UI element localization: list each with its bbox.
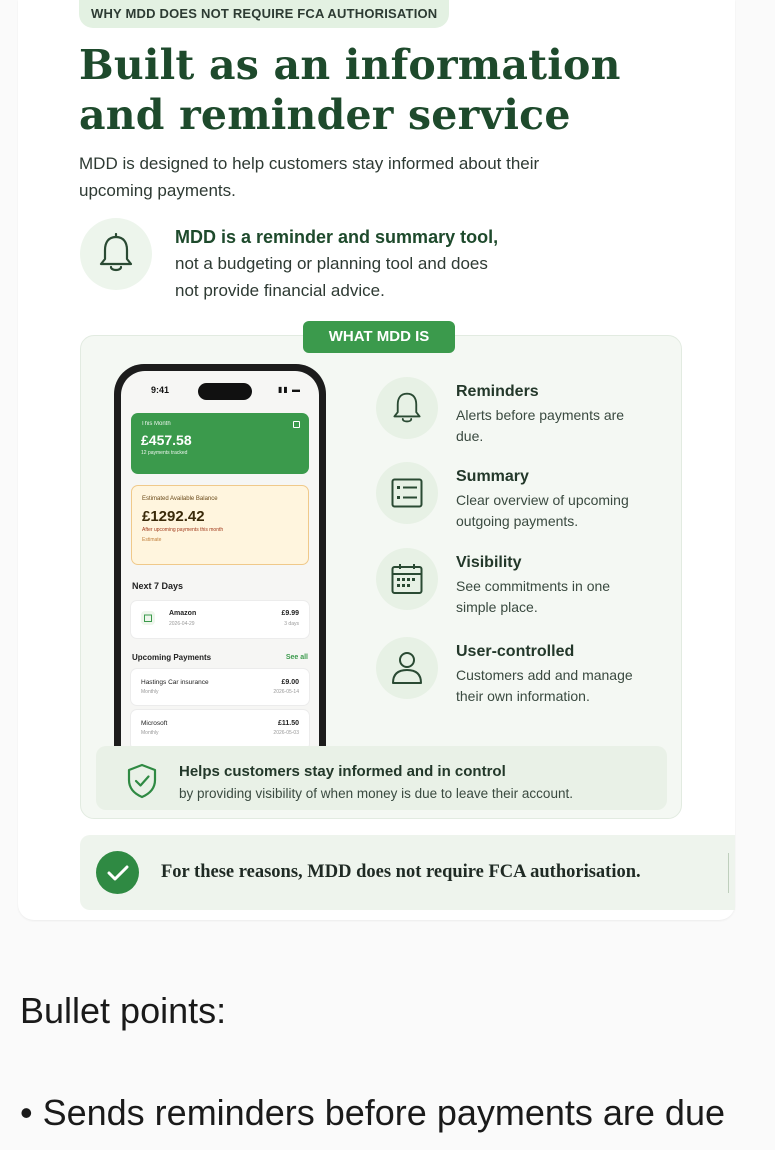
upcoming-title: Upcoming Payments bbox=[132, 653, 212, 662]
intro-text: MDD is designed to help customers stay informed about their upcoming payments. bbox=[79, 154, 540, 200]
feature-desc-visibility: See commitments in one simple place. bbox=[456, 578, 611, 615]
balance-card[interactable] bbox=[131, 485, 309, 565]
bell-icon bbox=[97, 233, 135, 275]
phone-screen bbox=[121, 371, 319, 748]
next-7-days-title: Next 7 Days bbox=[132, 581, 184, 591]
message-heading: Bullet points: bbox=[20, 990, 227, 1031]
what-mdd-is-label: WHAT MDD IS bbox=[303, 321, 455, 353]
item-value: £9.99 bbox=[281, 610, 299, 617]
reminders-badge bbox=[376, 377, 438, 439]
signal-battery-icon: ▮▮ ▬ bbox=[277, 385, 301, 394]
shield-check-icon bbox=[126, 763, 158, 804]
feature-desc-reminders: Alerts before payments are due. bbox=[456, 407, 625, 444]
feature-title-reminders: Reminders bbox=[456, 383, 539, 400]
calendar-icon bbox=[391, 563, 423, 595]
payment-date: 2026-05-03 bbox=[273, 730, 299, 736]
feature-desc-summary: Clear overview of upcoming outgoing payments. bbox=[456, 492, 629, 529]
headline-line-2: and reminder service bbox=[79, 91, 571, 139]
check-circle-icon bbox=[96, 851, 139, 894]
payment-freq: Monthly bbox=[141, 730, 159, 736]
balance-label: Estimated Available Balance bbox=[142, 496, 218, 502]
tool-statement bbox=[175, 224, 575, 304]
item-name: Amazon bbox=[169, 610, 197, 617]
conclusion-text: For these reasons, MDD does not require FCA authorisation. bbox=[161, 862, 641, 882]
conclusion-box bbox=[80, 835, 735, 910]
payment-value: £9.00 bbox=[281, 679, 299, 686]
phone-notch bbox=[198, 383, 252, 400]
feature-title-user-controlled: User-controlled bbox=[456, 643, 575, 660]
divider bbox=[728, 853, 729, 893]
payment-freq: Monthly bbox=[141, 689, 159, 695]
table-row[interactable] bbox=[131, 710, 309, 748]
inform-title: Helps customers stay informed and in control bbox=[179, 763, 506, 780]
user-controlled-badge bbox=[376, 637, 438, 699]
feature-title-summary: Summary bbox=[456, 468, 529, 485]
this-month-amount: £457.58 bbox=[141, 432, 192, 448]
see-all-link[interactable]: See all bbox=[285, 654, 308, 661]
payment-date: 2026-05-14 bbox=[273, 689, 299, 695]
payment-name: Hastings Car insurance bbox=[141, 679, 209, 686]
table-row[interactable] bbox=[131, 669, 309, 705]
balance-sub: After upcoming payments this month bbox=[142, 527, 224, 533]
this-month-sub: 12 payments tracked bbox=[141, 450, 188, 456]
inform-box bbox=[96, 746, 667, 810]
tool-statement-bold: MDD is a reminder and summary tool, bbox=[175, 227, 499, 247]
feature-title-visibility: Visibility bbox=[456, 554, 522, 571]
balance-amount: £1292.42 bbox=[142, 508, 205, 525]
payment-name: Microsoft bbox=[141, 720, 168, 727]
headline-line-1: Built as an information bbox=[79, 41, 621, 89]
balance-tag: Estimate bbox=[142, 537, 162, 543]
payment-value: £11.50 bbox=[277, 720, 299, 727]
feature-desc-user-controlled: Customers add and manage their own information. bbox=[456, 667, 633, 704]
inform-desc: by providing visibility of when money is due to leave their account. bbox=[179, 786, 573, 801]
this-month-card[interactable] bbox=[131, 413, 309, 474]
phone-mockup bbox=[114, 364, 326, 748]
summary-badge bbox=[376, 462, 438, 524]
section-badge: WHY MDD DOES NOT REQUIRE FCA AUTHORISATION bbox=[79, 0, 449, 28]
message-bullet: • Sends reminders before payments are due bbox=[20, 1092, 725, 1133]
this-month-label: This Month bbox=[141, 421, 171, 427]
list-icon bbox=[391, 478, 423, 508]
tool-statement-rest: not a budgeting or planning tool and does not provide financial advice. bbox=[175, 254, 488, 300]
tool-bell-badge bbox=[80, 218, 152, 290]
list-item[interactable] bbox=[131, 601, 309, 638]
page-title bbox=[79, 40, 639, 140]
visibility-badge bbox=[376, 548, 438, 610]
calendar-icon bbox=[293, 421, 300, 428]
user-icon bbox=[391, 651, 423, 685]
bell-icon bbox=[391, 390, 423, 426]
phone-time: 9:41 bbox=[151, 385, 170, 395]
calendar-icon bbox=[141, 611, 155, 625]
item-when: 3 days bbox=[284, 621, 299, 627]
item-date: 2026-04-29 bbox=[169, 621, 195, 627]
